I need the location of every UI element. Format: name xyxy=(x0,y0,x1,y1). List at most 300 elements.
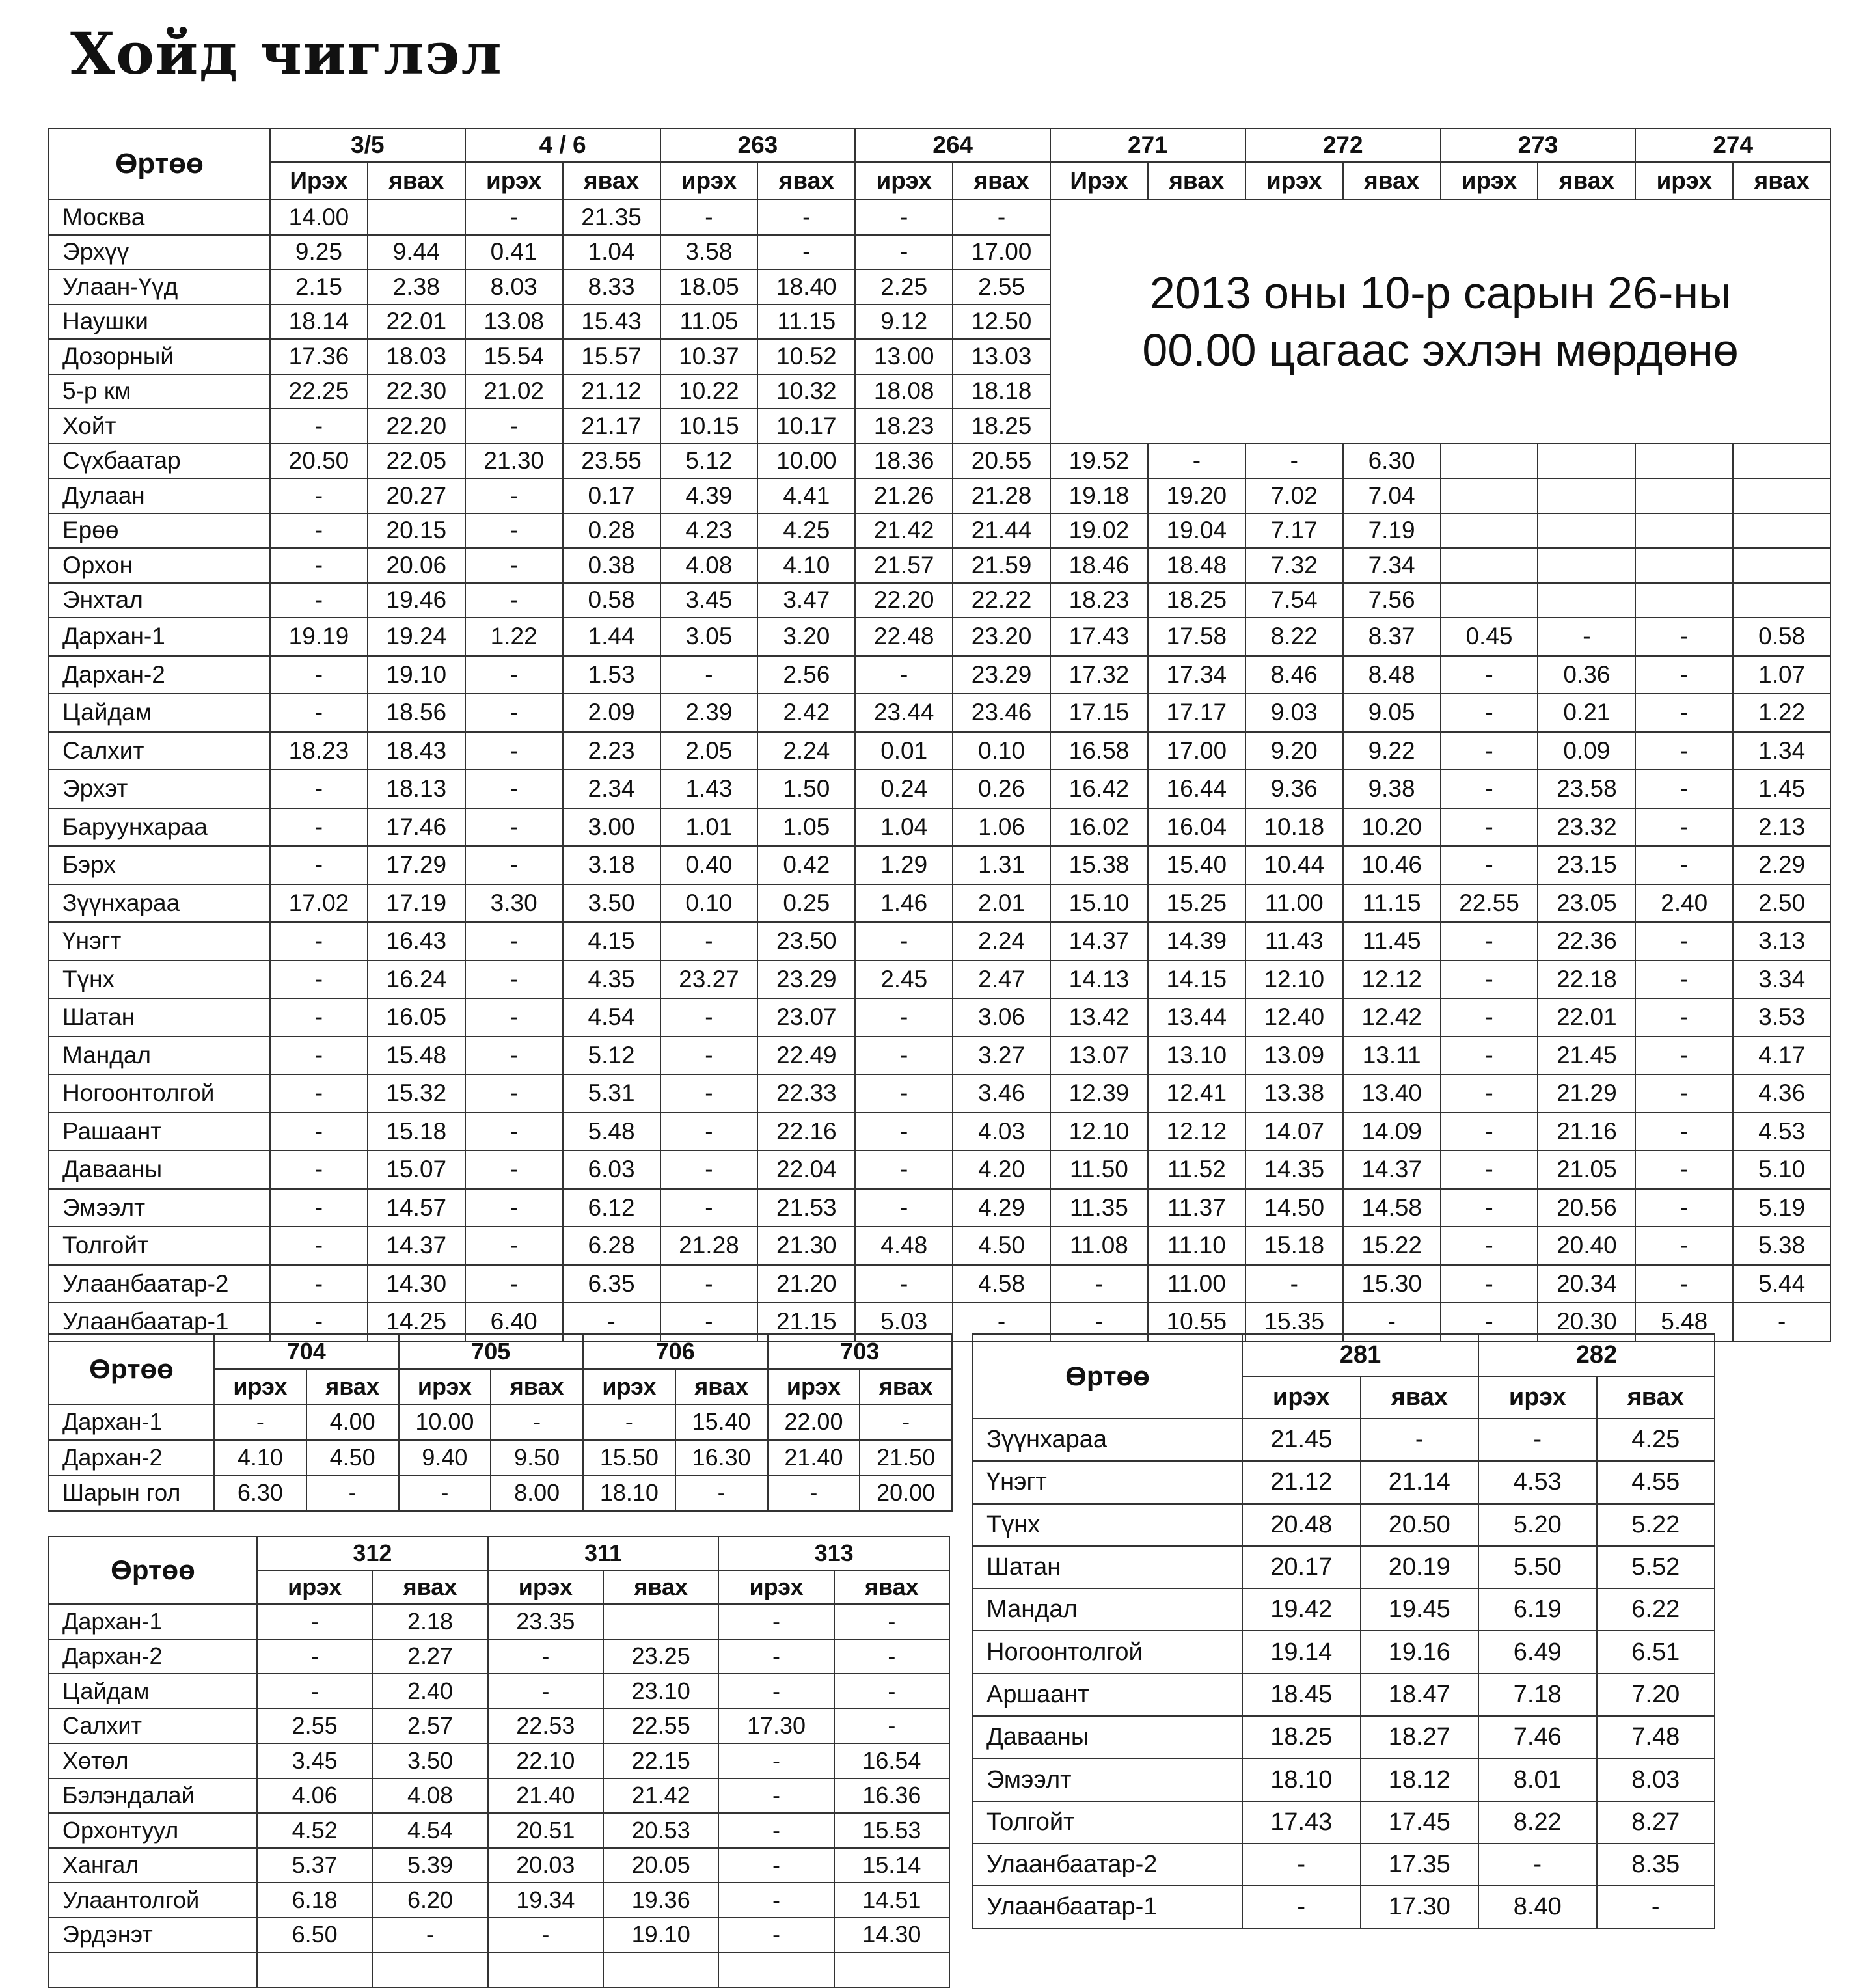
time-cell: - xyxy=(270,1189,368,1227)
time-cell: - xyxy=(834,1604,949,1639)
station-name: Цайдам xyxy=(49,694,270,732)
time-cell: 14.37 xyxy=(1050,922,1148,960)
time-cell: 22.01 xyxy=(1538,998,1635,1037)
time-cell: 23.46 xyxy=(953,694,1050,732)
time-cell: 17.15 xyxy=(1050,694,1148,732)
time-cell: 5.44 xyxy=(1733,1265,1830,1303)
time-cell: 2.23 xyxy=(563,732,660,770)
time-cell: - xyxy=(855,1189,953,1227)
time-cell: - xyxy=(270,808,368,847)
time-cell: 0.40 xyxy=(660,846,758,884)
time-cell: 15.22 xyxy=(1343,1227,1441,1265)
time-cell: 14.15 xyxy=(1148,960,1245,999)
time-cell: 10.22 xyxy=(660,374,758,409)
time-cell: 7.34 xyxy=(1343,548,1441,583)
time-cell: 16.36 xyxy=(834,1778,949,1814)
time-cell: 3.47 xyxy=(757,583,855,618)
train-number-header: 312 xyxy=(257,1536,488,1570)
table-row xyxy=(49,656,1830,694)
time-cell: 21.42 xyxy=(855,513,953,549)
time-cell: - xyxy=(757,235,855,270)
time-cell: - xyxy=(465,478,563,513)
station-name: Ногоонтолгой xyxy=(973,1631,1242,1673)
time-cell xyxy=(1733,513,1830,549)
time-cell: 3.50 xyxy=(372,1743,487,1778)
time-cell: 21.15 xyxy=(757,1303,855,1341)
time-cell: 11.08 xyxy=(1050,1227,1148,1265)
station-name: Орхонтуул xyxy=(49,1813,257,1848)
time-cell: 18.43 xyxy=(368,732,465,770)
arrival-header: ирэх xyxy=(1478,1376,1597,1419)
time-cell: - xyxy=(718,1743,834,1778)
time-cell: 4.00 xyxy=(306,1404,399,1440)
departure-header: явах xyxy=(834,1570,949,1604)
time-cell: 22.36 xyxy=(1538,922,1635,960)
time-cell: - xyxy=(1441,732,1538,770)
time-cell: 13.00 xyxy=(855,339,953,374)
time-cell: - xyxy=(465,200,563,235)
time-cell: 19.04 xyxy=(1148,513,1245,549)
time-cell: - xyxy=(1635,1074,1733,1113)
time-cell: 22.04 xyxy=(757,1151,855,1189)
table-row xyxy=(49,1848,949,1883)
time-cell: 4.55 xyxy=(1597,1461,1715,1503)
time-cell: - xyxy=(270,770,368,808)
time-cell: 0.41 xyxy=(465,235,563,270)
time-cell: - xyxy=(1148,444,1245,479)
time-cell: - xyxy=(257,1639,372,1674)
time-cell: 22.10 xyxy=(488,1743,603,1778)
station-name: Бэрх xyxy=(49,846,270,884)
table-row xyxy=(49,846,1830,884)
time-cell: 17.00 xyxy=(953,235,1050,270)
time-cell: 17.30 xyxy=(1361,1886,1479,1928)
time-cell: 15.53 xyxy=(834,1813,949,1848)
time-cell: 21.17 xyxy=(563,409,660,444)
station-name: Сүхбаатар xyxy=(49,444,270,479)
time-cell: 4.25 xyxy=(757,513,855,549)
time-cell xyxy=(718,1952,834,1987)
time-cell: - xyxy=(660,1151,758,1189)
time-cell: - xyxy=(855,1113,953,1151)
time-cell: 22.49 xyxy=(757,1037,855,1075)
time-cell: 10.18 xyxy=(1245,808,1343,847)
train-number-header: 273 xyxy=(1441,128,1636,162)
time-cell: 23.29 xyxy=(757,960,855,999)
time-cell: 3.27 xyxy=(953,1037,1050,1075)
station-name: Дархан-1 xyxy=(49,618,270,656)
time-cell: - xyxy=(1635,1227,1733,1265)
time-cell: 22.53 xyxy=(488,1709,603,1744)
time-cell: 23.15 xyxy=(1538,846,1635,884)
time-cell: 15.48 xyxy=(368,1037,465,1075)
arrival-header: Ирэх xyxy=(1050,162,1148,200)
time-cell: 14.50 xyxy=(1245,1189,1343,1227)
time-cell: - xyxy=(718,1639,834,1674)
time-cell: - xyxy=(1050,1265,1148,1303)
time-cell: - xyxy=(306,1475,399,1511)
time-cell: 2.24 xyxy=(757,732,855,770)
time-cell: - xyxy=(1245,444,1343,479)
time-cell: 18.40 xyxy=(757,269,855,305)
time-cell: - xyxy=(855,1037,953,1075)
time-cell: 1.22 xyxy=(465,618,563,656)
time-cell: 18.23 xyxy=(270,732,368,770)
time-cell: 11.45 xyxy=(1343,922,1441,960)
time-cell: 18.03 xyxy=(368,339,465,374)
time-cell: 1.04 xyxy=(855,808,953,847)
time-cell: 6.35 xyxy=(563,1265,660,1303)
time-cell: 2.47 xyxy=(953,960,1050,999)
time-cell: - xyxy=(855,1265,953,1303)
table-row xyxy=(49,618,1830,656)
time-cell: - xyxy=(1441,960,1538,999)
time-cell xyxy=(1733,444,1830,479)
time-cell: 16.44 xyxy=(1148,770,1245,808)
time-cell: 22.30 xyxy=(368,374,465,409)
time-cell: 6.18 xyxy=(257,1883,372,1918)
time-cell: 19.36 xyxy=(603,1883,718,1918)
station-name: Эрхэт xyxy=(49,770,270,808)
station-name: Шатан xyxy=(49,998,270,1037)
time-cell: 15.32 xyxy=(368,1074,465,1113)
time-cell: - xyxy=(270,1113,368,1151)
arrival-header: ирэх xyxy=(583,1369,675,1404)
time-cell: - xyxy=(660,998,758,1037)
time-cell: 3.34 xyxy=(1733,960,1830,999)
time-cell: 21.05 xyxy=(1538,1151,1635,1189)
time-cell: 1.29 xyxy=(855,846,953,884)
time-cell: 19.19 xyxy=(270,618,368,656)
time-cell: 19.46 xyxy=(368,583,465,618)
time-cell: 21.53 xyxy=(757,1189,855,1227)
time-cell: - xyxy=(465,513,563,549)
station-name: Дархан-2 xyxy=(49,1440,214,1476)
time-cell: 19.34 xyxy=(488,1883,603,1918)
time-cell: - xyxy=(270,846,368,884)
station-name: Баруунхараа xyxy=(49,808,270,847)
table-row xyxy=(973,1716,1715,1758)
time-cell: 22.20 xyxy=(368,409,465,444)
time-cell: 7.48 xyxy=(1597,1716,1715,1758)
time-cell: 14.57 xyxy=(368,1189,465,1227)
time-cell xyxy=(1635,444,1733,479)
time-cell: 8.22 xyxy=(1245,618,1343,656)
time-cell: - xyxy=(1478,1419,1597,1461)
time-cell: - xyxy=(1635,1113,1733,1151)
time-cell: - xyxy=(270,583,368,618)
time-cell: - xyxy=(757,200,855,235)
station-name: Дулаан xyxy=(49,478,270,513)
train-number-header: 282 xyxy=(1478,1334,1715,1376)
time-cell: - xyxy=(1597,1886,1715,1928)
time-cell: - xyxy=(855,1151,953,1189)
time-cell: 23.50 xyxy=(757,922,855,960)
time-cell: 2.50 xyxy=(1733,884,1830,923)
time-cell: 4.06 xyxy=(257,1778,372,1814)
table-row xyxy=(49,808,1830,847)
departure-header: явах xyxy=(1733,162,1830,200)
time-cell: 2.39 xyxy=(660,694,758,732)
station-name: Зүүнхараа xyxy=(49,884,270,923)
arrival-header: ирэх xyxy=(1635,162,1733,200)
time-cell: 1.50 xyxy=(757,770,855,808)
time-cell: 20.17 xyxy=(1242,1546,1361,1588)
time-cell: - xyxy=(372,1918,487,1953)
departure-header: явах xyxy=(1343,162,1441,200)
time-cell: 7.54 xyxy=(1245,583,1343,618)
page-title: Хойд чиглэл xyxy=(70,20,503,87)
station-name: Улаанбаатар-2 xyxy=(973,1844,1242,1886)
station-name: Москва xyxy=(49,200,270,235)
time-cell: 23.32 xyxy=(1538,808,1635,847)
time-cell: 22.22 xyxy=(953,583,1050,618)
time-cell: - xyxy=(465,1227,563,1265)
time-cell: 22.00 xyxy=(768,1404,860,1440)
time-cell: 15.40 xyxy=(1148,846,1245,884)
time-cell: 1.53 xyxy=(563,656,660,694)
time-cell: 17.34 xyxy=(1148,656,1245,694)
time-cell: 3.06 xyxy=(953,998,1050,1037)
time-cell: - xyxy=(1635,1265,1733,1303)
time-cell: 20.27 xyxy=(368,478,465,513)
time-cell: 17.00 xyxy=(1148,732,1245,770)
time-cell xyxy=(1635,478,1733,513)
time-cell: 17.43 xyxy=(1242,1801,1361,1844)
time-cell: 12.41 xyxy=(1148,1074,1245,1113)
time-cell: 12.39 xyxy=(1050,1074,1148,1113)
time-cell: - xyxy=(583,1404,675,1440)
train-number-header: 705 xyxy=(399,1334,584,1369)
time-cell: - xyxy=(465,1151,563,1189)
time-cell: 2.15 xyxy=(270,269,368,305)
time-cell: 5.22 xyxy=(1597,1504,1715,1546)
time-cell: - xyxy=(270,513,368,549)
time-cell xyxy=(1538,583,1635,618)
time-cell: 16.05 xyxy=(368,998,465,1037)
time-cell: - xyxy=(1441,1037,1538,1075)
time-cell: - xyxy=(270,656,368,694)
arrival-header: ирэх xyxy=(768,1369,860,1404)
time-cell: - xyxy=(1635,960,1733,999)
time-cell: 3.45 xyxy=(257,1743,372,1778)
time-cell: 11.10 xyxy=(1148,1227,1245,1265)
station-name: Наушки xyxy=(49,305,270,340)
table-row xyxy=(49,1475,952,1511)
time-cell: 21.20 xyxy=(757,1265,855,1303)
time-cell: 18.23 xyxy=(855,409,953,444)
time-cell: 12.40 xyxy=(1245,998,1343,1037)
time-cell: 8.27 xyxy=(1597,1801,1715,1844)
time-cell: 21.42 xyxy=(603,1778,718,1814)
time-cell xyxy=(368,200,465,235)
time-cell: 14.51 xyxy=(834,1883,949,1918)
time-cell: 17.36 xyxy=(270,339,368,374)
time-cell: 1.46 xyxy=(855,884,953,923)
time-cell: - xyxy=(465,960,563,999)
time-cell: 17.32 xyxy=(1050,656,1148,694)
time-cell: 19.24 xyxy=(368,618,465,656)
time-cell xyxy=(1733,548,1830,583)
time-cell: 8.35 xyxy=(1597,1844,1715,1886)
table-row xyxy=(49,1743,949,1778)
station-name: Дархан-2 xyxy=(49,656,270,694)
time-cell: 17.35 xyxy=(1361,1844,1479,1886)
arrival-header: Ирэх xyxy=(270,162,368,200)
time-cell: - xyxy=(563,1303,660,1341)
table-row xyxy=(49,1639,949,1674)
time-cell: - xyxy=(660,656,758,694)
time-cell: 8.03 xyxy=(1597,1758,1715,1801)
time-cell: 8.00 xyxy=(491,1475,583,1511)
time-cell: 14.39 xyxy=(1148,922,1245,960)
arrival-header: ирэх xyxy=(660,162,758,200)
train-number-header: 703 xyxy=(768,1334,953,1369)
time-cell: 13.08 xyxy=(465,305,563,340)
time-cell: 11.52 xyxy=(1148,1151,1245,1189)
time-cell: - xyxy=(1441,1227,1538,1265)
time-cell: 2.13 xyxy=(1733,808,1830,847)
time-cell xyxy=(1635,548,1733,583)
time-cell: - xyxy=(1635,656,1733,694)
time-cell: 15.38 xyxy=(1050,846,1148,884)
time-cell: 22.05 xyxy=(368,444,465,479)
station-name: Энхтал xyxy=(49,583,270,618)
time-cell: 6.28 xyxy=(563,1227,660,1265)
time-cell: 0.58 xyxy=(1733,618,1830,656)
time-cell: 20.06 xyxy=(368,548,465,583)
time-cell: 13.09 xyxy=(1245,1037,1343,1075)
time-cell: 9.40 xyxy=(399,1440,491,1476)
time-cell: 19.14 xyxy=(1242,1631,1361,1673)
time-cell: 2.38 xyxy=(368,269,465,305)
time-cell: 19.52 xyxy=(1050,444,1148,479)
time-cell: 5.19 xyxy=(1733,1189,1830,1227)
time-cell: 5.20 xyxy=(1478,1504,1597,1546)
time-cell: 4.41 xyxy=(757,478,855,513)
time-cell: - xyxy=(465,998,563,1037)
time-cell: 4.08 xyxy=(372,1778,487,1814)
time-cell: - xyxy=(1441,1189,1538,1227)
station-name: Давааны xyxy=(49,1151,270,1189)
station-name: Хөтөл xyxy=(49,1743,257,1778)
time-cell: 11.05 xyxy=(660,305,758,340)
time-cell: 2.05 xyxy=(660,732,758,770)
time-cell: 4.48 xyxy=(855,1227,953,1265)
time-cell: - xyxy=(855,200,953,235)
time-cell: 6.40 xyxy=(465,1303,563,1341)
time-cell xyxy=(1733,583,1830,618)
station-name: Аршаант xyxy=(973,1674,1242,1716)
time-cell: 9.22 xyxy=(1343,732,1441,770)
time-cell: - xyxy=(1635,694,1733,732)
time-cell: - xyxy=(465,770,563,808)
time-cell: 16.42 xyxy=(1050,770,1148,808)
station-name: Дархан-1 xyxy=(49,1404,214,1440)
time-cell: 21.44 xyxy=(953,513,1050,549)
departure-header: явах xyxy=(1148,162,1245,200)
time-cell: 2.34 xyxy=(563,770,660,808)
time-cell: - xyxy=(465,846,563,884)
time-cell: - xyxy=(660,1113,758,1151)
time-cell: - xyxy=(660,1037,758,1075)
time-cell: 14.25 xyxy=(368,1303,465,1341)
time-cell: 22.20 xyxy=(855,583,953,618)
time-cell: 17.02 xyxy=(270,884,368,923)
departure-header: явах xyxy=(603,1570,718,1604)
time-cell: - xyxy=(1441,1265,1538,1303)
table-row xyxy=(973,1801,1715,1844)
time-cell: 13.07 xyxy=(1050,1037,1148,1075)
time-cell xyxy=(372,1952,487,1987)
time-cell: 20.30 xyxy=(1538,1303,1635,1341)
table-row xyxy=(49,548,1830,583)
train-number-header: 271 xyxy=(1050,128,1245,162)
time-cell: 12.12 xyxy=(1343,960,1441,999)
time-cell: 13.44 xyxy=(1148,998,1245,1037)
table-row xyxy=(49,732,1830,770)
time-cell: 1.44 xyxy=(563,618,660,656)
time-cell: - xyxy=(1635,1037,1733,1075)
time-cell: 10.17 xyxy=(757,409,855,444)
station-name xyxy=(49,1952,257,1987)
time-cell: 6.03 xyxy=(563,1151,660,1189)
time-cell: - xyxy=(399,1475,491,1511)
time-cell: - xyxy=(1635,922,1733,960)
time-cell: 21.02 xyxy=(465,374,563,409)
arrival-header: ирэх xyxy=(465,162,563,200)
station-name: Мандал xyxy=(973,1588,1242,1631)
notice-line: 00.00 цагаас эхлэн мөрдөнө xyxy=(1142,325,1739,376)
time-cell: 4.15 xyxy=(563,922,660,960)
time-cell: 13.11 xyxy=(1343,1037,1441,1075)
time-cell: 20.56 xyxy=(1538,1189,1635,1227)
time-cell: - xyxy=(660,922,758,960)
time-cell: - xyxy=(718,1778,834,1814)
time-cell: 5.39 xyxy=(372,1848,487,1883)
time-cell: 19.02 xyxy=(1050,513,1148,549)
time-cell: 6.30 xyxy=(1343,444,1441,479)
time-cell: 6.20 xyxy=(372,1883,487,1918)
time-cell: - xyxy=(465,1113,563,1151)
time-cell: 16.43 xyxy=(368,922,465,960)
table-row xyxy=(973,1504,1715,1546)
time-cell: - xyxy=(465,548,563,583)
time-cell: - xyxy=(270,998,368,1037)
time-cell: 13.03 xyxy=(953,339,1050,374)
time-cell: 5.10 xyxy=(1733,1151,1830,1189)
time-cell: 23.55 xyxy=(563,444,660,479)
train-number-header: 263 xyxy=(660,128,856,162)
station-name: Дархан-1 xyxy=(49,1604,257,1639)
time-cell: 3.18 xyxy=(563,846,660,884)
station-name: Эрхүү xyxy=(49,235,270,270)
table-row xyxy=(49,1604,949,1639)
time-cell: 14.09 xyxy=(1343,1113,1441,1151)
time-cell: 18.46 xyxy=(1050,548,1148,583)
table-row xyxy=(49,1189,1830,1227)
time-cell: 2.56 xyxy=(757,656,855,694)
time-cell: 0.09 xyxy=(1538,732,1635,770)
train-number-header: 706 xyxy=(583,1334,768,1369)
time-cell: 8.33 xyxy=(563,269,660,305)
time-cell: 17.30 xyxy=(718,1709,834,1744)
time-cell: 18.45 xyxy=(1242,1674,1361,1716)
time-cell: - xyxy=(488,1918,603,1953)
time-cell: 11.35 xyxy=(1050,1189,1148,1227)
time-cell: 0.58 xyxy=(563,583,660,618)
station-name: Түнх xyxy=(973,1504,1242,1546)
